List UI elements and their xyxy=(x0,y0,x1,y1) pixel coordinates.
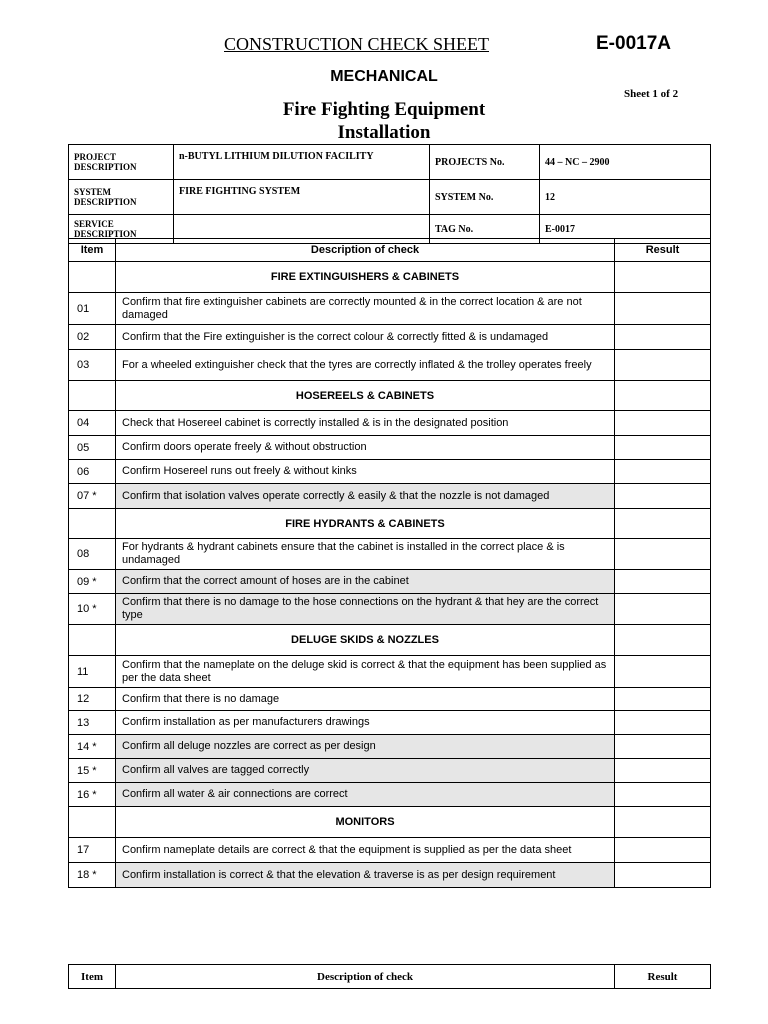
check-item-number: 10 * xyxy=(69,594,116,625)
section-header-row xyxy=(69,381,711,411)
check-row xyxy=(69,484,711,509)
tag-no-value: E-0017 xyxy=(540,215,711,244)
check-item-number: 02 xyxy=(69,325,116,350)
check-description: Confirm installation is correct & that the elevation & traverse is as per design requirement xyxy=(116,863,615,888)
section-header-row xyxy=(69,807,711,838)
check-result-cell[interactable] xyxy=(615,688,711,711)
check-description: Confirm doors operate freely & without obstruction xyxy=(116,436,615,460)
check-result-cell[interactable] xyxy=(615,350,711,381)
check-row xyxy=(69,460,711,484)
check-description: Check that Hosereel cabinet is correctly installed & is in the designated position xyxy=(116,411,615,436)
section-header-row xyxy=(69,509,711,539)
check-result-cell[interactable] xyxy=(615,436,711,460)
check-item-number: 16 * xyxy=(69,783,116,807)
check-result-cell[interactable] xyxy=(615,656,711,688)
check-row xyxy=(69,759,711,783)
check-row xyxy=(69,436,711,460)
check-row xyxy=(69,325,711,350)
system-no-value: 12 xyxy=(540,180,711,215)
description-column-header: Description of check xyxy=(116,239,615,262)
check-description: For a wheeled extinguisher check that the tyres are correctly inflated & the trolley operates freely xyxy=(116,350,615,381)
section-result-cell xyxy=(615,381,711,411)
project-row xyxy=(69,145,711,180)
check-item-number: 14 * xyxy=(69,735,116,759)
section-item-cell xyxy=(69,262,116,293)
check-row xyxy=(69,711,711,735)
document-title: CONSTRUCTION CHECK SHEET xyxy=(224,34,490,54)
section-result-cell xyxy=(615,509,711,539)
section-title: HOSEREELS & CABINETS xyxy=(116,381,615,411)
check-result-cell[interactable] xyxy=(615,594,711,625)
check-item-number: 03 xyxy=(69,350,116,381)
check-result-cell[interactable] xyxy=(615,411,711,436)
check-result-cell[interactable] xyxy=(615,863,711,888)
system-no-label: SYSTEM No. xyxy=(430,180,540,215)
checklist-header-row xyxy=(69,239,711,262)
check-result-cell[interactable] xyxy=(615,484,711,509)
check-result-cell[interactable] xyxy=(615,759,711,783)
check-result-cell[interactable] xyxy=(615,460,711,484)
section-item-cell xyxy=(69,807,116,838)
check-row xyxy=(69,838,711,863)
check-item-number: 15 * xyxy=(69,759,116,783)
discipline-heading: MECHANICAL xyxy=(330,68,438,85)
check-result-cell[interactable] xyxy=(615,838,711,863)
check-description: Confirm that the correct amount of hoses are in the cabinet xyxy=(116,570,615,594)
check-item-number: 09 * xyxy=(69,570,116,594)
check-item-number: 04 xyxy=(69,411,116,436)
check-result-cell[interactable] xyxy=(615,570,711,594)
section-header-row xyxy=(69,625,711,656)
project-description-label: PROJECT DESCRIPTION xyxy=(69,145,174,180)
check-item-number: 07 * xyxy=(69,484,116,509)
check-description: Confirm that there is no damage xyxy=(116,688,615,711)
check-item-number: 05 xyxy=(69,436,116,460)
check-row xyxy=(69,570,711,594)
check-row xyxy=(69,293,711,325)
system-description-label: SYSTEM DESCRIPTION xyxy=(69,180,174,215)
check-item-number: 06 xyxy=(69,460,116,484)
check-row xyxy=(69,688,711,711)
system-row xyxy=(69,180,711,215)
footer-description-header: Description of check xyxy=(116,965,615,989)
check-result-cell[interactable] xyxy=(615,735,711,759)
check-description: Confirm all deluge nozzles are correct as per design xyxy=(116,735,615,759)
check-result-cell[interactable] xyxy=(615,293,711,325)
section-item-cell xyxy=(69,509,116,539)
section-title: DELUGE SKIDS & NOZZLES xyxy=(116,625,615,656)
check-description: Confirm that there is no damage to the hose connections on the hydrant & that hey are the correct type xyxy=(116,594,615,625)
section-result-cell xyxy=(615,262,711,293)
document-code: E-0017A xyxy=(596,33,671,54)
continuation-header-table xyxy=(68,964,711,989)
form-title-line-1: Fire Fighting Equipment xyxy=(282,99,486,120)
check-description: Confirm all valves are tagged correctly xyxy=(116,759,615,783)
check-row xyxy=(69,411,711,436)
check-item-number: 11 xyxy=(69,656,116,688)
item-column-header: Item xyxy=(69,239,116,262)
section-title: FIRE EXTINGUISHERS & CABINETS xyxy=(116,262,615,293)
check-description: Confirm that the nameplate on the deluge skid is correct & that the equipment has been supplied as per the data sheet xyxy=(116,656,615,688)
check-item-number: 13 xyxy=(69,711,116,735)
check-description: For hydrants & hydrant cabinets ensure that the cabinet is installed in the correct place & is undamaged xyxy=(116,539,615,570)
footer-result-header: Result xyxy=(615,965,711,989)
section-title: FIRE HYDRANTS & CABINETS xyxy=(116,509,615,539)
check-description: Confirm that the Fire extinguisher is the correct colour & correctly fitted & is undamaged xyxy=(116,325,615,350)
check-row xyxy=(69,735,711,759)
check-result-cell[interactable] xyxy=(615,539,711,570)
form-title xyxy=(224,98,544,144)
section-title: MONITORS xyxy=(116,807,615,838)
project-info-table xyxy=(68,144,711,244)
service-description-label: SERVICE DESCRIPTION xyxy=(69,215,174,244)
section-result-cell xyxy=(615,625,711,656)
check-row xyxy=(69,783,711,807)
check-row xyxy=(69,350,711,381)
check-row xyxy=(69,863,711,888)
check-description: Confirm installation as per manufacturers drawings xyxy=(116,711,615,735)
check-item-number: 08 xyxy=(69,539,116,570)
project-description-value: n-BUTYL LITHIUM DILUTION FACILITY xyxy=(174,145,430,180)
check-description: Confirm all water & air connections are correct xyxy=(116,783,615,807)
checklist-table xyxy=(68,238,711,888)
check-result-cell[interactable] xyxy=(615,325,711,350)
check-item-number: 17 xyxy=(69,838,116,863)
check-result-cell[interactable] xyxy=(615,783,711,807)
projects-no-label: PROJECTS No. xyxy=(430,145,540,180)
check-item-number: 01 xyxy=(69,293,116,325)
section-result-cell xyxy=(615,807,711,838)
check-description: Confirm Hosereel runs out freely & without kinks xyxy=(116,460,615,484)
check-description: Confirm that isolation valves operate correctly & easily & that the nozzle is not damaged xyxy=(116,484,615,509)
check-item-number: 18 * xyxy=(69,863,116,888)
result-column-header: Result xyxy=(615,239,711,262)
check-description: Confirm that fire extinguisher cabinets are correctly mounted & in the correct location & are not damaged xyxy=(116,293,615,325)
section-item-cell xyxy=(69,381,116,411)
checklist-body xyxy=(69,262,711,888)
sheet-number: Sheet 1 of 2 xyxy=(624,88,679,100)
check-item-number: 12 xyxy=(69,688,116,711)
continuation-header-row xyxy=(69,965,711,989)
check-row xyxy=(69,539,711,570)
tag-no-label: TAG No. xyxy=(430,215,540,244)
section-header-row xyxy=(69,262,711,293)
check-result-cell[interactable] xyxy=(615,711,711,735)
check-row xyxy=(69,594,711,625)
form-title-line-2: Installation xyxy=(337,122,431,143)
projects-no-value: 44 – NC – 2900 xyxy=(540,145,711,180)
check-row xyxy=(69,656,711,688)
footer-item-header: Item xyxy=(69,965,116,989)
check-description: Confirm nameplate details are correct & that the equipment is supplied as per the data sheet xyxy=(116,838,615,863)
section-item-cell xyxy=(69,625,116,656)
system-description-value: FIRE FIGHTING SYSTEM xyxy=(174,180,430,215)
